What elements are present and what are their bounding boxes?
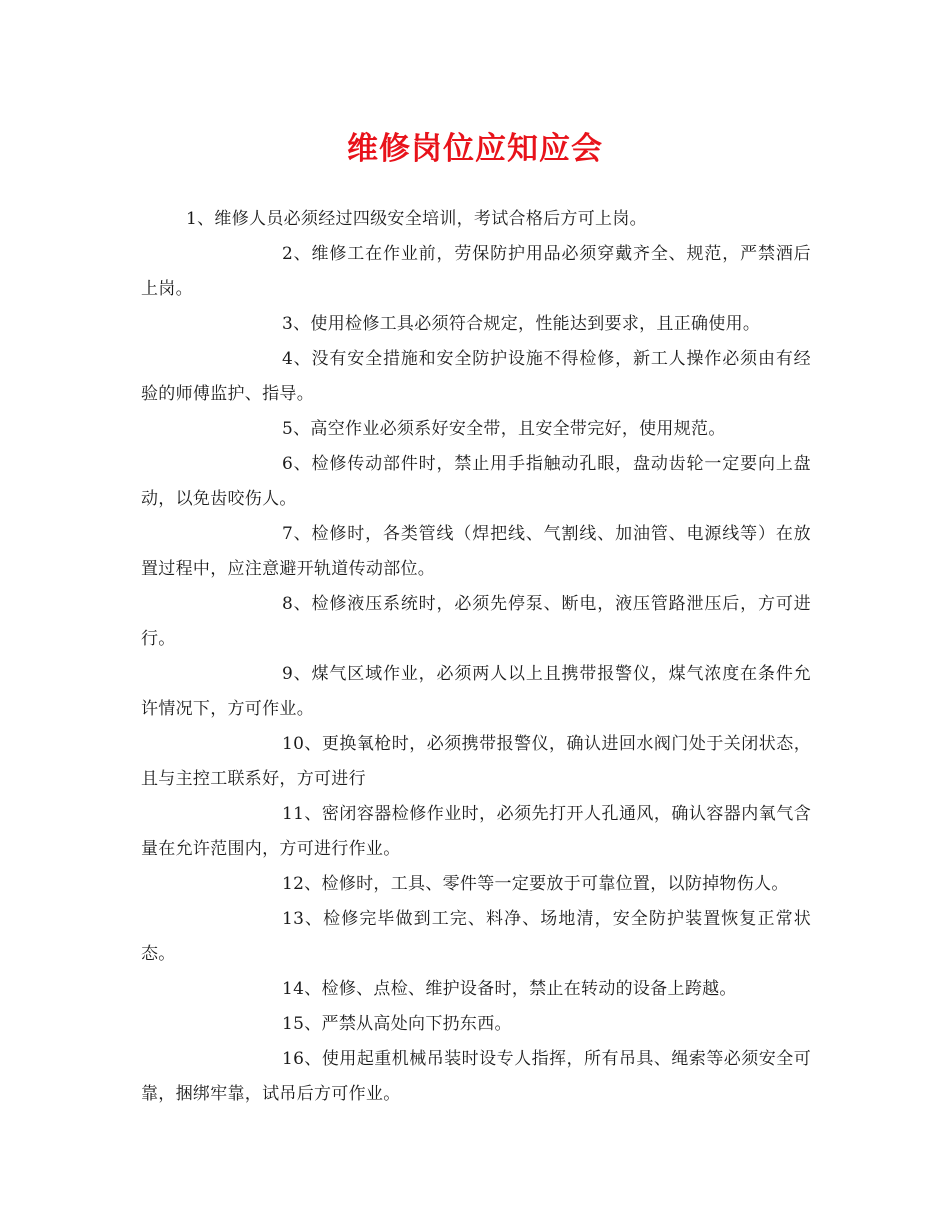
list-item: 4、没有安全措施和安全防护设施不得检修，新工人操作必须由有经验的师傅监护、指导。: [141, 349, 811, 404]
list-item: 15、严禁从高处向下扔东西。: [282, 1014, 512, 1034]
list-item: 14、检修、点检、维护设备时，禁止在转动的设备上跨越。: [282, 979, 737, 999]
list-item: 1、维修人员必须经过四级安全培训，考试合格后方可上岗。: [186, 209, 647, 229]
list-item: 8、检修液压系统时，必须先停泵、断电，液压管路泄压后，方可进行。: [141, 594, 811, 649]
list-item: 2、维修工在作业前，劳保防护用品必须穿戴齐全、规范，严禁酒后上岗。: [141, 244, 811, 299]
document-title: 维修岗位应知应会: [347, 131, 603, 167]
document-body: [141, 202, 811, 1112]
list-item: 16、使用起重机械吊装时设专人指挥，所有吊具、绳索等必须安全可靠，捆绑牢靠，试吊后方可作业。: [141, 1049, 811, 1104]
list-item: 13、检修完毕做到工完、料净、场地清，安全防护装置恢复正常状态。: [141, 909, 811, 964]
list-item: 9、煤气区域作业，必须两人以上且携带报警仪，煤气浓度在条件允许情况下，方可作业。: [141, 664, 811, 719]
list-item: 7、检修时，各类管线（焊把线、气割线、加油管、电源线等）在放置过程中，应注意避开轨道传动部位。: [141, 524, 811, 579]
list-item: 3、使用检修工具必须符合规定，性能达到要求，且正确使用。: [282, 314, 761, 334]
list-item: 5、高空作业必须系好安全带，且安全带完好，使用规范。: [282, 419, 726, 439]
list-item: 12、检修时，工具、零件等一定要放于可靠位置，以防掉物伤人。: [282, 874, 789, 894]
list-item: 6、检修传动部件时，禁止用手指触动孔眼，盘动齿轮一定要向上盘动，以免齿咬伤人。: [141, 454, 811, 509]
list-item: 11、密闭容器检修作业时，必须先打开人孔通风，确认容器内氧气含量在允许范围内，方可进行作业。: [141, 804, 811, 859]
list-item: 10、更换氧枪时，必须携带报警仪，确认进回水阀门处于关闭状态，且与主控工联系好，方可进行: [141, 734, 811, 789]
